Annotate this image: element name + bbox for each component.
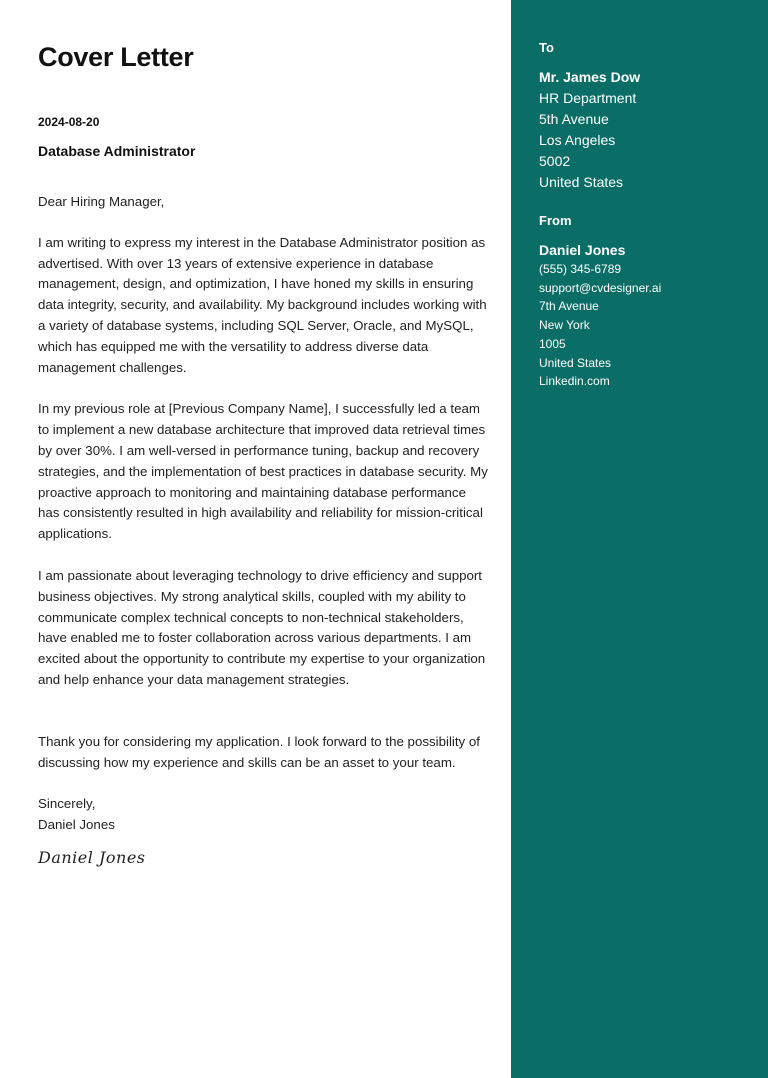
handwritten-signature: Daniel Jones (38, 848, 146, 867)
sender-name-sidebar: Daniel Jones (539, 242, 626, 258)
recipient-country: United States (539, 173, 624, 190)
contact-sidebar (511, 0, 768, 1078)
recipient-block (539, 67, 640, 192)
recipient-street: 5th Avenue (539, 110, 609, 127)
recipient-city: Los Angeles (539, 131, 616, 148)
sender-block (539, 240, 661, 391)
letter-body (38, 192, 488, 836)
paragraph-4: Thank you for considering my application. I look forward to the possibility of discussing how my experience and skills can be an asset to your team. (38, 733, 480, 770)
job-position: Database Administrator (38, 143, 196, 159)
paragraph-1: I am writing to express my interest in the Database Administrator position as advertised. With over 13 years of extensive experience in database management, design, and optimization, I have honed my skills in ensuring data integrity, security, and availability. My background includes working with a variety of database systems, including SQL Server, Oracle, and MySQL, which has equipped me with the versatility to address diverse data management challenges. (38, 234, 487, 375)
sender-zip: 1005 (539, 336, 566, 351)
sender-street: 7th Avenue (539, 299, 599, 314)
sender-city: New York (539, 318, 590, 333)
to-label: To (539, 40, 554, 55)
salutation: Dear Hiring Manager, (38, 194, 165, 209)
recipient-name: Mr. James Dow (539, 69, 641, 85)
from-label: From (539, 213, 572, 228)
sender-phone: (555) 345-6789 (539, 262, 622, 276)
recipient-zip: 5002 (539, 152, 571, 169)
sender-name: Daniel Jones (38, 817, 115, 833)
sender-linkedin: Linkedin.com (539, 374, 610, 389)
page-title: Cover Letter (38, 42, 194, 72)
sender-country: United States (539, 355, 612, 370)
sender-email: support@cvdesigner.ai (539, 280, 662, 295)
letter-date: 2024-08-20 (38, 115, 100, 129)
closing: Sincerely, (38, 796, 96, 812)
paragraph-2: In my previous role at [Previous Company Name], I successfully led a team to implement a new database architecture that improved data retrieval times by over 30%. I am well-versed in performance tuning, backup and recovery strategies, and the implementation of best practices in database security. My proactive approach to monitoring and maintaining database performance has consistently resulted in high availability and reliability for mission-critical applications. (38, 401, 488, 542)
recipient-department: HR Department (539, 89, 637, 106)
paragraph-3: I am passionate about leveraging technology to drive efficiency and support business objectives. My strong analytical skills, coupled with my ability to communicate complex technical concepts to non-technical stakeholders, have enabled me to foster collaboration across various departments. I am excited about the opportunity to contribute my expertise to your organization and help enhance your data management strategies. (38, 567, 486, 687)
